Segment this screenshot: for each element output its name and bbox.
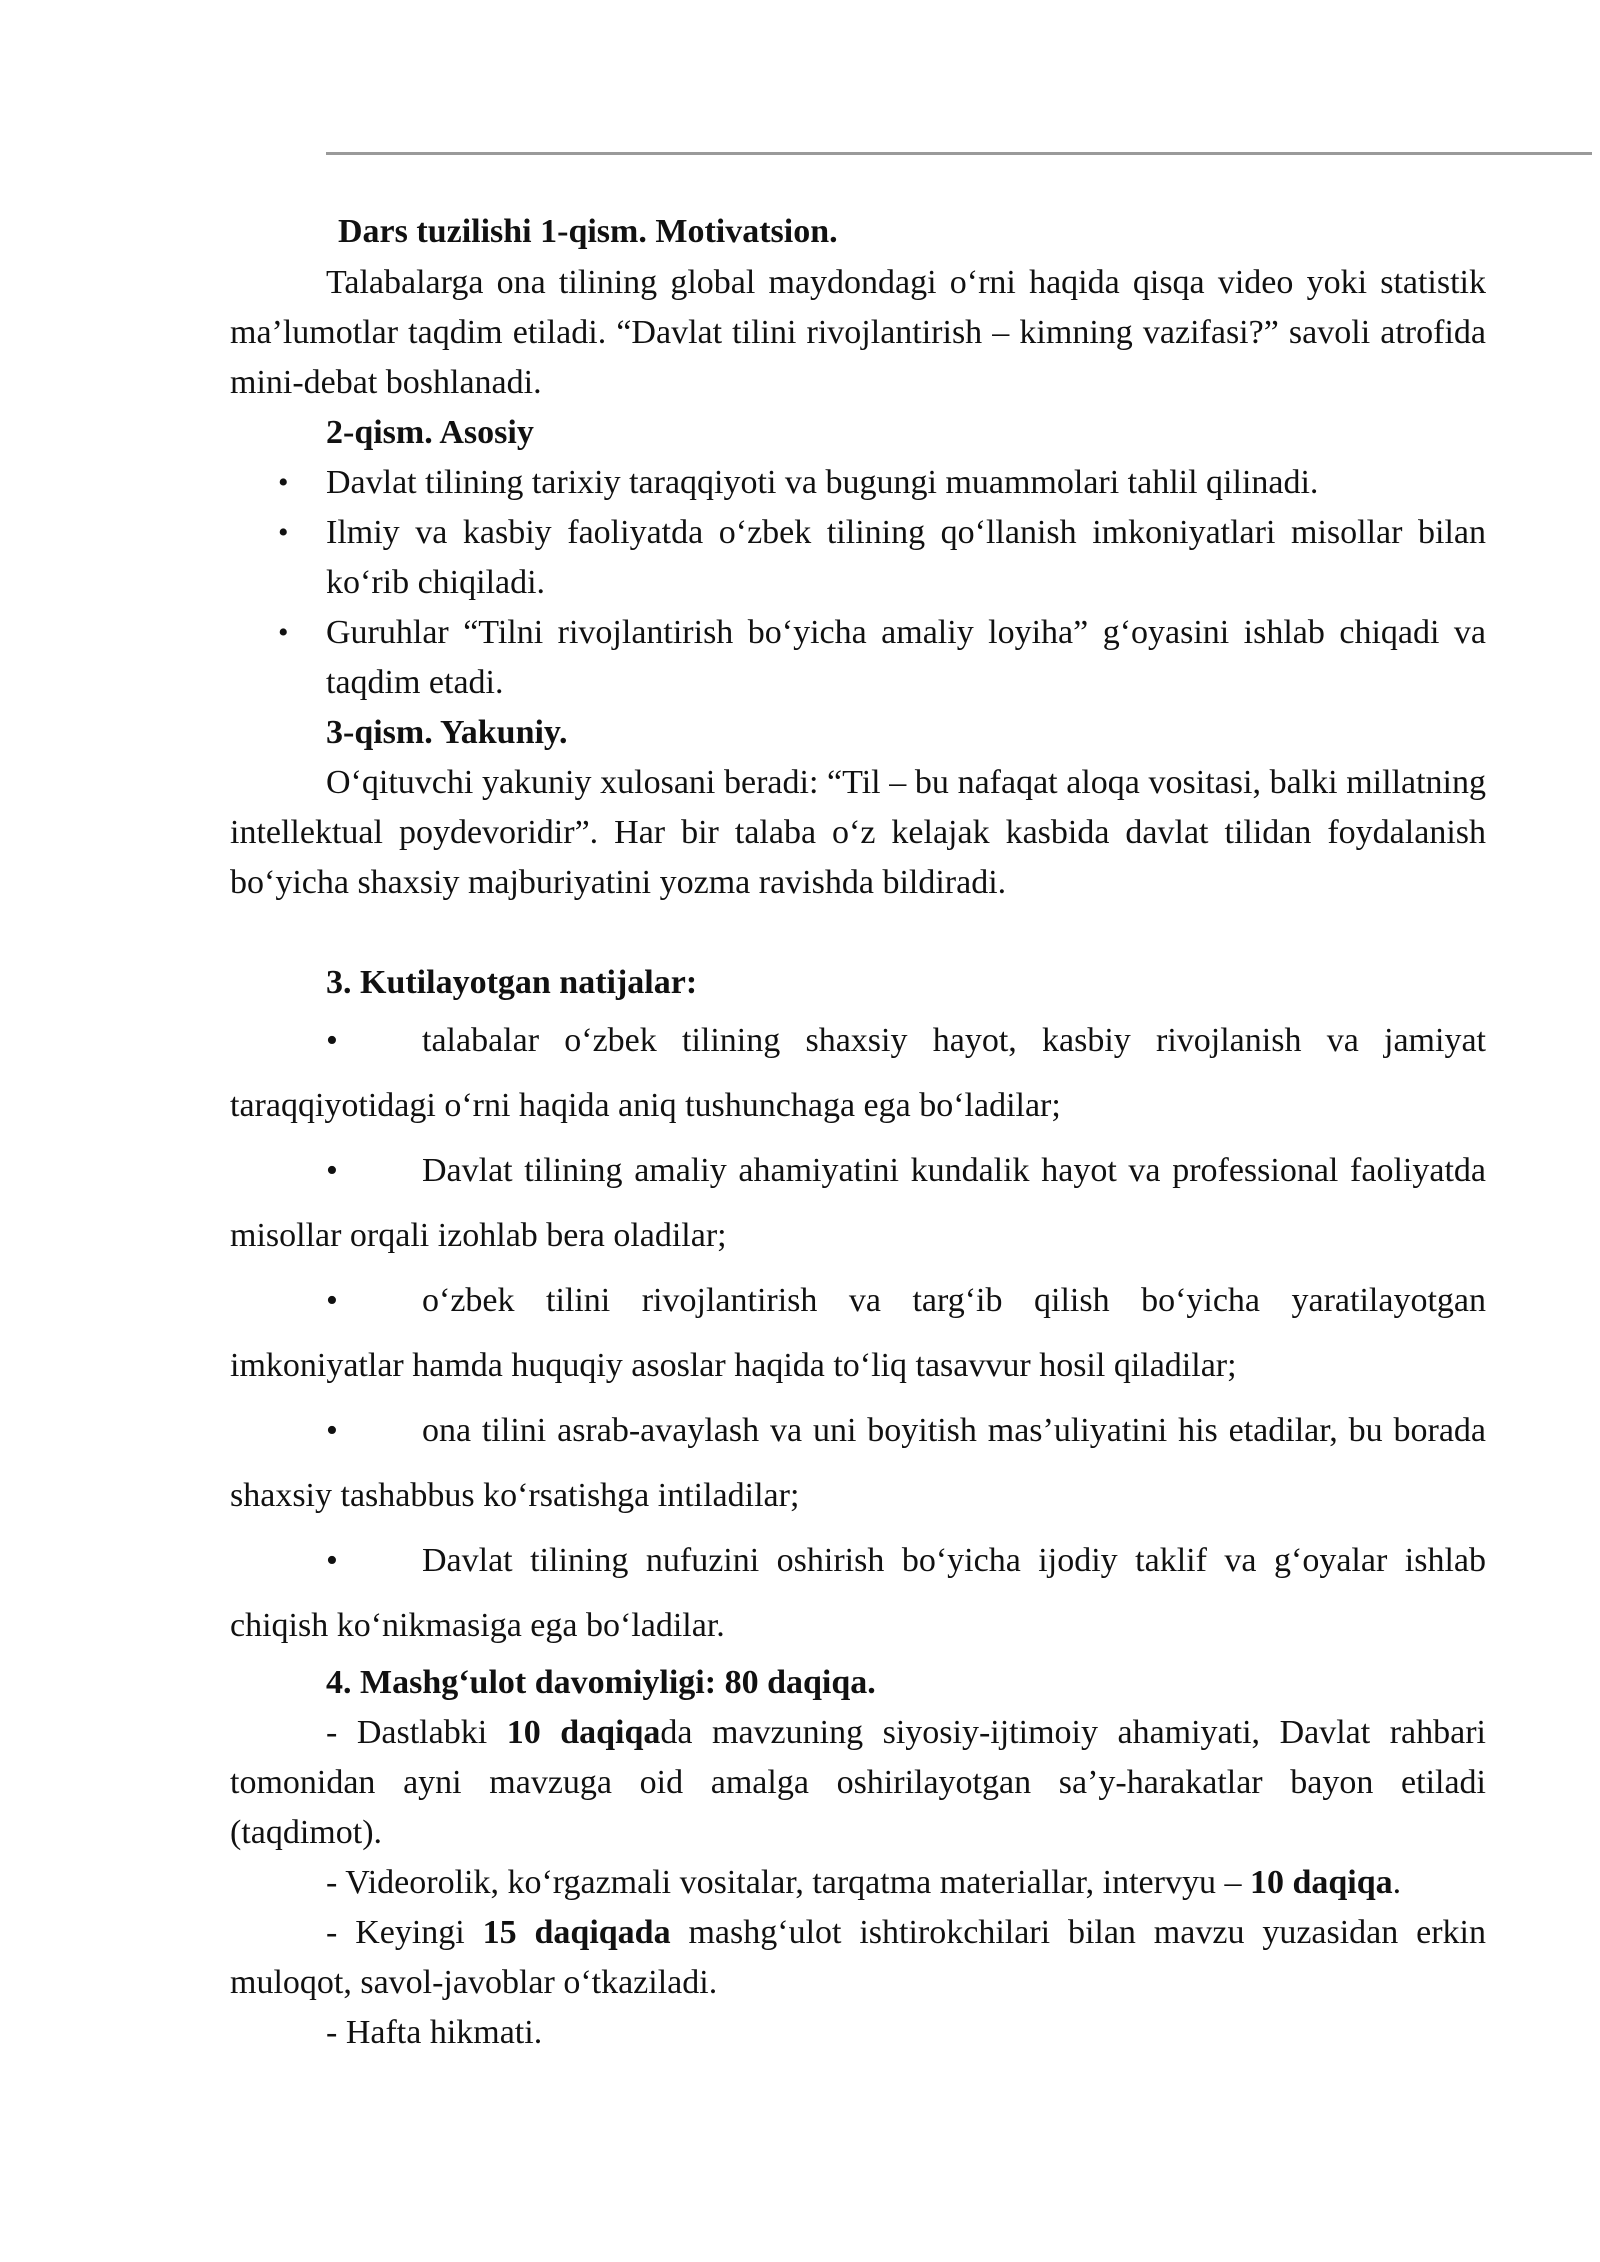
list-item: • Davlat tilining tarixiy taraqqiyoti va bugungi muammolari tahlil qilinadi.: [230, 458, 1486, 508]
motivation-paragraph: Talabalarga ona tilining global maydondagi o‘rni haqida qisqa video yoki statistik ma’lumotlar taqdim etiladi. “Davlat tilini rivojlantirish – kimning vazifasi?” savoli atrofida mini-debat boshlanadi.: [230, 264, 1486, 401]
list-item: • Guruhlar “Tilni rivojlantirish bo‘yicha amaliy loyiha” g‘oyasini ishlab chiqadi va taqdim etadi.: [230, 608, 1486, 708]
bullet-icon: •: [326, 1542, 338, 1579]
part2-list: [230, 458, 1486, 708]
result-item: • Davlat tilining nufuzini oshirish bo‘yicha ijodiy taklif va g‘oyalar ishlab chiqish ko‘nikmasiga ega bo‘ladilar.: [230, 1528, 1486, 1658]
duration-line-3: - Keyingi 15 daqiqada mashg‘ulot ishtirokchilari bilan mavzu yuzasidan erkin muloqot, savol-javoblar o‘tkaziladi.: [230, 1914, 1487, 2001]
document-page: [230, 207, 1486, 2058]
result-item: • o‘zbek tilini rivojlantirish va targ‘ib qilish bo‘yicha yaratilayotgan imkoniyatlar hamda huquqiy asoslar haqida to‘liq tasavvur hosil qiladilar;: [230, 1268, 1486, 1398]
part3-heading: 3-qism. Yakuniy.: [326, 714, 568, 751]
header-rule: [326, 152, 1592, 155]
bullet-icon: •: [326, 1282, 338, 1319]
bullet-icon: •: [326, 1412, 338, 1449]
result-item: • ona tilini asrab-avaylash va uni boyitish mas’uliyatini his etadilar, bu borada shaxsiy tashabbus ko‘rsatishga intiladilar;: [230, 1398, 1486, 1528]
structure-heading: Dars tuzilishi 1-qism. Motivatsion.: [338, 213, 838, 250]
part2-heading: 2-qism. Asosiy: [326, 414, 534, 451]
bullet-icon: •: [326, 1152, 338, 1189]
bullet-icon: •: [326, 1022, 338, 1059]
result-item: • Davlat tilining amaliy ahamiyatini kundalik hayot va professional faoliyatda misollar orqali izohlab bera oladilar;: [230, 1138, 1486, 1268]
duration-line-1: - Dastlabki 10 daqiqada mavzuning siyosiy-ijtimoiy ahamiyati, Davlat rahbari tomonidan ayni mavzuga oid amalga oshirilayotgan sa’y-harakatlar bayon etiladi (taqdimot).: [230, 1714, 1486, 1851]
duration-heading: 4. Mashg‘ulot davomiyligi: 80 daqiqa.: [326, 1664, 876, 1701]
list-item: • Ilmiy va kasbiy faoliyatda o‘zbek tilining qo‘llanish imkoniyatlari misollar bilan ko‘rib chiqiladi.: [230, 508, 1486, 608]
results-heading: 3. Kutilayotgan natijalar:: [326, 964, 698, 1001]
result-item: • talabalar o‘zbek tilining shaxsiy hayot, kasbiy rivojlanish va jamiyat taraqqiyotidagi o‘rni haqida aniq tushunchaga ega bo‘ladilar;: [230, 1008, 1486, 1138]
duration-line-4: - Hafta hikmati.: [326, 2014, 543, 2051]
conclusion-paragraph: O‘qituvchi yakuniy xulosani beradi: “Til – bu nafaqat aloqa vositasi, balki millatning intellektual poydevoridir”. Har bir talaba o‘z kelajak kasbida davlat tilidan foydalanish bo‘yicha shaxsiy majburiyatini yozma ravishda bildiradi.: [230, 764, 1486, 901]
duration-line-2: - Videorolik, ko‘rgazmali vositalar, tarqatma materiallar, intervyu – 10 daqiqa.: [326, 1864, 1402, 1901]
